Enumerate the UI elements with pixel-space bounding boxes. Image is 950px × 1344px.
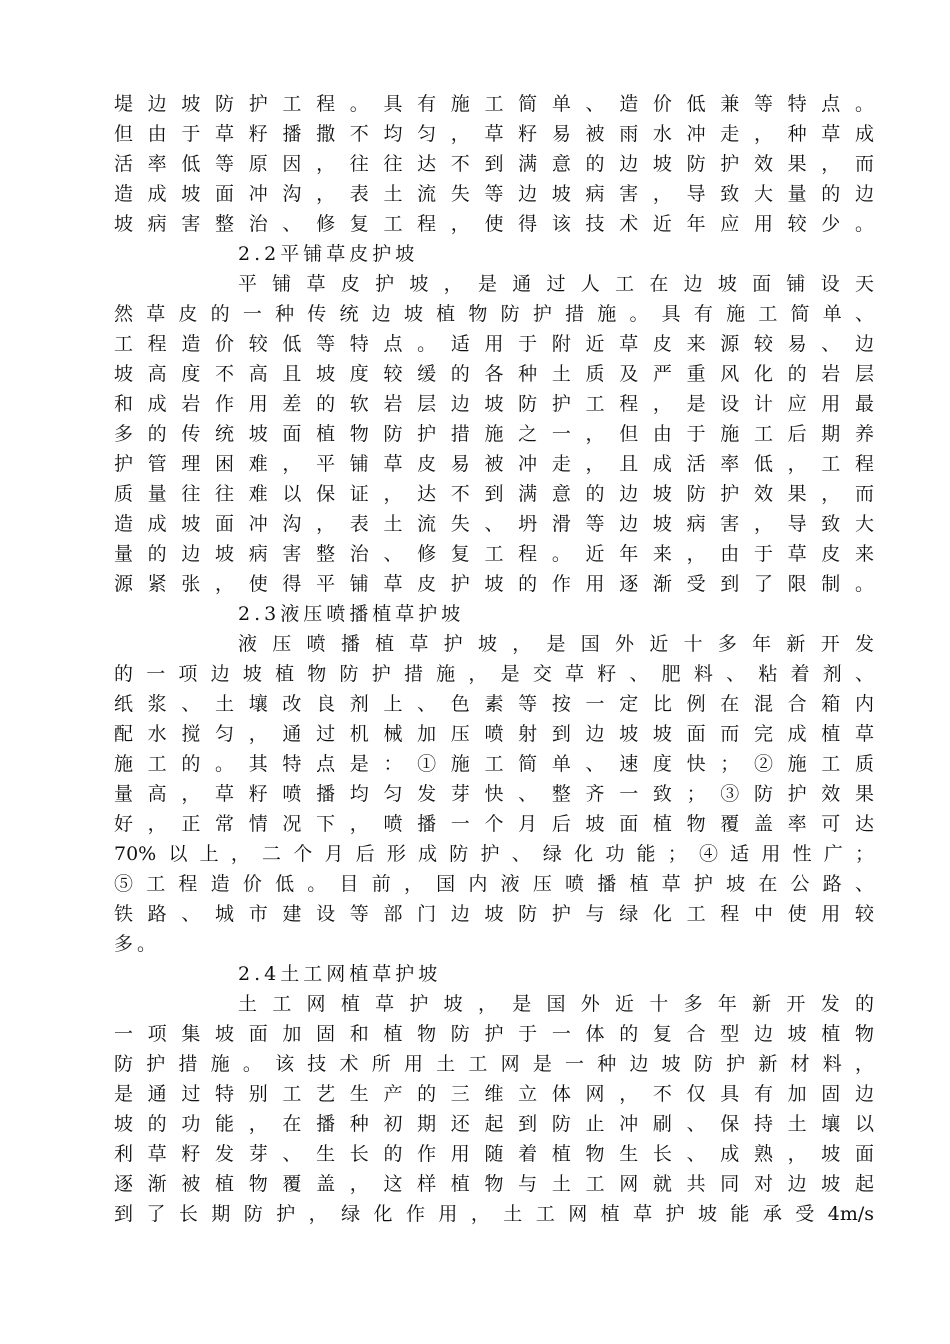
text-line: 到了长期防护，绿化作用，土工网植草护坡能承受4m/s (114, 1203, 874, 1225)
text-line: 是通过特别工艺生产的三维立体网，不仅具有加固边 (114, 1083, 874, 1105)
text-line: 活率低等原因，往往达不到满意的边坡防护效果，而 (114, 153, 874, 175)
text-line: 多。 (114, 933, 161, 955)
text-line: 纸浆、土壤改良剂上、色素等按一定比例在混合箱内 (114, 693, 874, 715)
text-line: 的一项边坡植物防护措施，是交草籽、肥料、粘着剂、 (114, 663, 874, 685)
text-line: 坡高度不高且坡度较缓的各种土质及严重风化的岩层 (114, 363, 874, 385)
text-line: 好，正常情况下，喷播一个月后坡面植物覆盖率可达 (114, 813, 874, 835)
text-line: 配水搅匀，通过机械加压喷射到边坡坡面而完成植草 (114, 723, 874, 745)
text-line: 土工网植草护坡，是国外近十多年新开发的 (238, 993, 874, 1015)
text-line: 工程造价较低等特点。适用于附近草皮来源较易、边 (114, 333, 874, 355)
text-line: 造成坡面冲沟，表土流失、坍滑等边坡病害，导致大 (114, 513, 874, 535)
text-line: 和成岩作用差的软岩层边坡防护工程，是设计应用最 (114, 393, 874, 415)
section-heading: 2.4土工网植草护坡 (238, 963, 442, 985)
text-line: 源紧张，使得平铺草皮护坡的作用逐渐受到了限制。 (114, 573, 874, 595)
text-line: 一项集坡面加固和植物防护于一体的复合型边坡植物 (114, 1023, 874, 1045)
text-line: 但由于草籽播撒不均匀，草籽易被雨水冲走，种草成 (114, 123, 874, 145)
text-line: 多的传统坡面植物防护措施之一，但由于施工后期养 (114, 423, 874, 445)
text-line: 护管理困难，平铺草皮易被冲走，且成活率低，工程 (114, 453, 874, 475)
text-line: 液压喷播植草护坡，是国外近十多年新开发 (238, 633, 874, 655)
text-line: 施工的。其特点是：①施工简单、速度快；②施工质 (114, 753, 874, 775)
text-line: 坡的功能，在播种初期还起到防止冲刷、保持土壤以 (114, 1113, 874, 1135)
text-line: 造成坡面冲沟，表土流失等边坡病害，导致大量的边 (114, 183, 874, 205)
text-line: 平铺草皮护坡，是通过人工在边坡面铺设天 (238, 273, 874, 295)
section-heading: 2.3液压喷播植草护坡 (238, 603, 465, 625)
text-line: 逐渐被植物覆盖，这样植物与土工网就共同对边坡起 (114, 1173, 874, 1195)
text-line: 质量往往难以保证，达不到满意的边坡防护效果，而 (114, 483, 874, 505)
text-line: 70%以上，二个月后形成防护、绿化功能；④适用性广； (114, 843, 874, 865)
section-heading: 2.2平铺草皮护坡 (238, 243, 419, 265)
text-line: 量的边坡病害整治、修复工程。近年来，由于草皮来 (114, 543, 874, 565)
text-line: 铁路、城市建设等部门边坡防护与绿化工程中使用较 (114, 903, 874, 925)
text-line: 防护措施。该技术所用土工网是一种边坡防护新材料， (114, 1053, 874, 1075)
text-line: ⑤工程造价低。目前，国内液压喷播植草护坡在公路、 (114, 873, 874, 895)
text-line: 坡病害整治、修复工程，使得该技术近年应用较少。 (114, 213, 874, 235)
text-line: 利草籽发芽、生长的作用随着植物生长、成熟，坡面 (114, 1143, 874, 1165)
text-line: 堤边坡防护工程。具有施工简单、造价低兼等特点。 (114, 93, 874, 115)
text-line: 量高，草籽喷播均匀发芽快、整齐一致；③防护效果 (114, 783, 874, 805)
text-line: 然草皮的一种传统边坡植物防护措施。具有施工简单、 (114, 303, 874, 325)
